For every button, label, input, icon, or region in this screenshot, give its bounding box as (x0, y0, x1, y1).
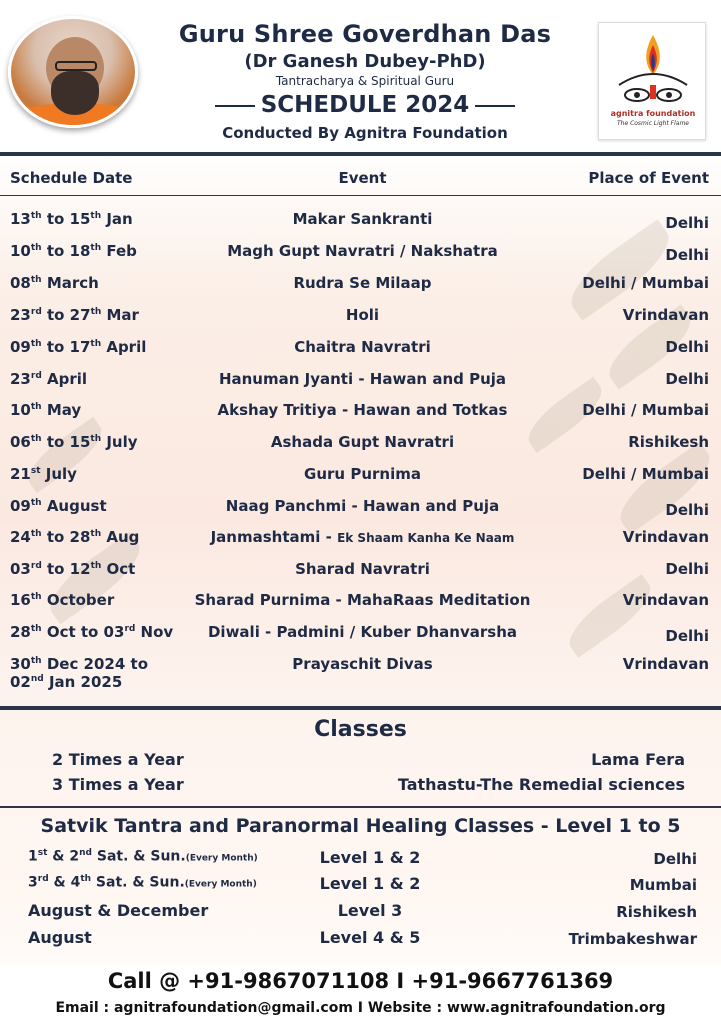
table-row (0, 560, 721, 590)
row-event: Sharad Navratri (295, 560, 430, 578)
agnitra-logo: agnitra foundation The Cosmic Light Flame (598, 22, 706, 140)
row-event: Ashada Gupt Navratri (270, 433, 455, 451)
row-place: Delhi (665, 246, 709, 264)
class-name: Lama Fera (591, 750, 685, 769)
row-place: Delhi / Mumbai (582, 465, 709, 483)
row-event: Naag Panchmi - Hawan and Puja (225, 497, 500, 515)
row-event: Akshay Tritiya - Hawan and Totkas (217, 401, 508, 419)
healing-title: Satvik Tantra and Paranormal Healing Classes - Level 1 to 5 (40, 815, 681, 837)
row-place: Delhi / Mumbai (582, 274, 709, 292)
guru-name: Guru Shree Goverdhan Das (178, 20, 552, 48)
row-event: Guru Purnima (304, 465, 421, 483)
row-place: Vrindavan (622, 306, 709, 324)
row-place: Rishikesh (628, 433, 709, 451)
healing-when: August (28, 928, 92, 947)
healing-when: August & December (28, 901, 209, 920)
table-row (0, 370, 721, 400)
guru-alias: (Dr Ganesh Dubey-PhD) (244, 51, 486, 72)
row-date: 06th to 15th July (10, 433, 138, 451)
classes-title: Classes (314, 717, 407, 742)
row-event: Chaitra Navratri (294, 338, 431, 356)
row-date: 30th Dec 2024 to 02nd Jan 2025 (10, 655, 148, 691)
row-place: Delhi / Mumbai (582, 401, 709, 419)
table-row (0, 465, 721, 495)
row-date: 13th to 15th Jan (10, 210, 133, 228)
healing-level: Level 3 (337, 901, 403, 920)
healing-place: Mumbai (629, 876, 697, 894)
schedule-title: SCHEDULE 2024 (140, 92, 590, 118)
row-date: 09th to 17th April (10, 338, 147, 356)
col-header-event: Event (338, 169, 387, 187)
row-place: Delhi (665, 501, 709, 519)
row-event: Prayaschit Divas (292, 655, 433, 673)
contact-info: Email : agnitrafoundation@gmail.com I Website : www.agnitrafoundation.org (55, 1000, 666, 1016)
table-row (0, 497, 721, 527)
healing-level: Level 1 & 2 (319, 848, 421, 867)
row-date: 10th May (10, 401, 82, 419)
row-place: Vrindavan (622, 528, 709, 546)
divider (0, 806, 721, 808)
healing-level: Level 4 & 5 (319, 928, 421, 947)
table-row (0, 274, 721, 304)
row-date: 08th March (10, 274, 99, 292)
row-event: Diwali - Padmini / Kuber Dhanvarsha (207, 623, 518, 641)
row-date: 10th to 18th Feb (10, 242, 137, 260)
table-row (0, 528, 721, 558)
row-date: 23rd to 27th Mar (10, 306, 139, 324)
row-place: Vrindavan (622, 591, 709, 609)
row-place: Delhi (665, 560, 709, 578)
row-place: Delhi (665, 627, 709, 645)
row-event: Rudra Se Milaap (293, 274, 432, 292)
col-header-date: Schedule Date (10, 169, 133, 187)
healing-when: 3rd & 4th Sat. & Sun.(Every Month) (28, 874, 257, 891)
healing-level: Level 1 & 2 (319, 874, 421, 893)
row-date: 03rd to 12th Oct (10, 560, 136, 578)
class-frequency: 3 Times a Year (52, 775, 184, 794)
table-row (0, 623, 721, 653)
row-event: Holi (345, 306, 380, 324)
row-place: Delhi (665, 370, 709, 388)
table-row (0, 338, 721, 368)
guru-role: Tantracharya & Spiritual Guru (275, 74, 455, 88)
row-place: Delhi (665, 214, 709, 232)
healing-place: Rishikesh (616, 903, 697, 921)
table-row (0, 433, 721, 463)
header (0, 0, 721, 152)
phone-numbers: Call @ +91-9867071108 I +91-9667761369 (107, 969, 614, 993)
table-row (0, 306, 721, 336)
divider (0, 195, 721, 196)
row-date: 23rd April (10, 370, 88, 388)
row-date: 21st July (10, 465, 77, 483)
row-event: Sharad Purnima - MahaRaas Meditation (194, 591, 531, 609)
healing-place: Delhi (653, 850, 697, 868)
row-date: 16th October (10, 591, 115, 609)
conducted-by: Conducted By Agnitra Foundation (222, 124, 508, 142)
healing-place: Trimbakeshwar (568, 930, 697, 948)
divider (0, 706, 721, 710)
table-row (0, 210, 721, 240)
healing-when: 1st & 2nd Sat. & Sun.(Every Month) (28, 848, 258, 865)
row-date: 28th Oct to 03rd Nov (10, 623, 174, 641)
row-place: Vrindavan (622, 655, 709, 673)
table-row (0, 242, 721, 272)
row-date: 09th August (10, 497, 107, 515)
table-row (0, 655, 721, 691)
row-date: 24th to 28th Aug (10, 528, 140, 546)
table-row (0, 591, 721, 621)
divider (0, 152, 721, 156)
row-event: Janmashtami - Ek Shaam Kanha Ke Naam (210, 528, 515, 546)
col-header-place: Place of Event (588, 169, 709, 187)
row-event: Magh Gupt Navratri / Nakshatra (227, 242, 498, 260)
table-row (0, 401, 721, 431)
row-event: Hanuman Jyanti - Hawan and Puja (218, 370, 507, 388)
row-event: Makar Sankranti (292, 210, 433, 228)
class-frequency: 2 Times a Year (52, 750, 184, 769)
row-place: Delhi (665, 338, 709, 356)
class-name: Tathastu-The Remedial sciences (397, 775, 685, 794)
guru-photo (8, 16, 138, 128)
